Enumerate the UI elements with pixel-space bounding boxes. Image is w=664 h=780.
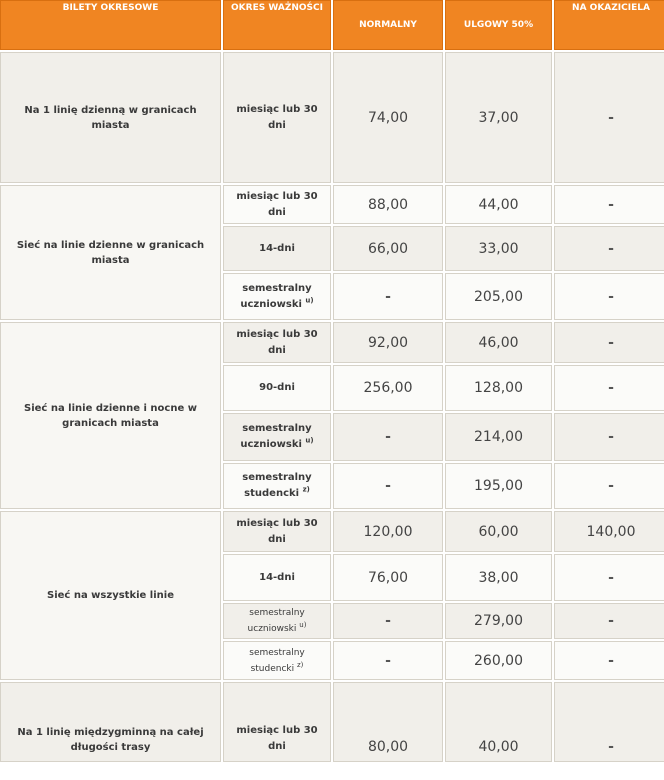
validity-period-text: miesiąc lub 30 dni [236,103,318,131]
reduced-price-cell: 37,00 [445,52,552,183]
validity-period-text: semestralny uczniowski [247,608,305,634]
header-row [0,0,664,50]
validity-period-cell [223,463,331,509]
validity-period-text: 90-dni [259,382,295,393]
reduced-price-cell: 44,00 [445,185,552,224]
bearer-price-cell: 140,00 [554,511,664,552]
ticket-category-cell: Sieć na linie dzienne i nocne w granicach miasta [0,322,221,509]
bearer-price-cell: - [554,273,664,320]
header-bearer-price: NA OKAZICIELA [554,0,664,50]
bearer-price-cell: - [554,52,664,183]
normal-price-cell: 92,00 [333,322,443,363]
bearer-price-cell: - [554,641,664,680]
header-ticket-type: BILETY OKRESOWE [0,0,221,50]
normal-price-cell: 74,00 [333,52,443,183]
validity-period-text: miesiąc lub 30 dni [236,328,318,356]
reduced-price-cell: 128,00 [445,365,552,411]
ticket-category-cell: Sieć na linie dzienne w granicach miasta [0,185,221,320]
table-row [0,185,664,224]
normal-price-cell: 256,00 [333,365,443,411]
reduced-price-cell: 46,00 [445,322,552,363]
validity-period-text: miesiąc lub 30 dni [236,517,318,545]
validity-period-cell [223,413,331,461]
bearer-price-cell: - [554,463,664,509]
table-row [0,52,664,183]
normal-price-cell: 66,00 [333,226,443,271]
normal-price-cell: - [333,603,443,639]
validity-period-cell [223,554,331,601]
footnote-marker: u) [305,296,314,305]
ticket-category-cell: Na 1 linię międzygminną na całej długości trasy [0,682,221,762]
footnote-marker: u) [299,621,307,629]
header-reduced-price: ULGOWY 50% [445,0,552,50]
validity-period-cell [223,365,331,411]
validity-period-text: semestralny uczniowski [240,423,312,450]
validity-period-text: 14-dni [259,242,295,254]
normal-price-cell: 76,00 [333,554,443,601]
normal-price-cell: - [333,273,443,320]
footnote-marker: z) [297,660,304,669]
validity-period-text: semestralny studencki [242,472,312,499]
reduced-price-cell: 260,00 [445,641,552,680]
reduced-price-cell: 205,00 [445,273,552,320]
validity-period-cell [223,226,331,271]
validity-period-text: miesiąc lub 30 dni [236,725,318,752]
footnote-marker: z) [302,485,310,494]
bearer-price-cell: - [554,554,664,601]
normal-price-cell: 80,00 [333,682,443,762]
bearer-price-cell: - [554,185,664,224]
validity-period-cell [223,322,331,363]
header-validity-period: OKRES WAŻNOŚCI [223,0,331,50]
validity-period-cell [223,603,331,639]
validity-period-text: semestralny uczniowski [240,282,312,310]
normal-price-cell: - [333,413,443,461]
reduced-price-cell: 40,00 [445,682,552,762]
bearer-price-cell: - [554,322,664,363]
normal-price-cell: - [333,641,443,680]
validity-period-text: 14-dni [259,571,295,583]
normal-price-cell: - [333,463,443,509]
ticket-category-cell: Sieć na wszystkie linie [0,511,221,680]
reduced-price-cell: 33,00 [445,226,552,271]
reduced-price-cell: 195,00 [445,463,552,509]
validity-period-text: miesiąc lub 30 dni [236,190,318,218]
validity-period-cell [223,682,331,762]
table-row [0,511,664,552]
validity-period-cell [223,52,331,183]
validity-period-cell [223,511,331,552]
header-normal-price: NORMALNY [333,0,443,50]
bearer-price-cell: - [554,226,664,271]
reduced-price-cell: 60,00 [445,511,552,552]
validity-period-cell [223,273,331,320]
validity-period-cell [223,185,331,224]
reduced-price-cell: 214,00 [445,413,552,461]
bearer-price-cell: - [554,603,664,639]
footnote-marker: u) [305,436,314,445]
reduced-price-cell: 38,00 [445,554,552,601]
normal-price-cell: 120,00 [333,511,443,552]
validity-period-text: semestralny studencki [249,647,305,674]
ticket-category-cell: Na 1 linię dzienną w granicach miasta [0,52,221,183]
normal-price-cell: 88,00 [333,185,443,224]
bearer-price-cell: - [554,413,664,461]
table-row [0,682,664,762]
bearer-price-cell: - [554,682,664,762]
reduced-price-cell: 279,00 [445,603,552,639]
validity-period-cell [223,641,331,680]
bearer-price-cell: - [554,365,664,411]
ticket-table-body [0,52,664,762]
table-row [0,322,664,363]
